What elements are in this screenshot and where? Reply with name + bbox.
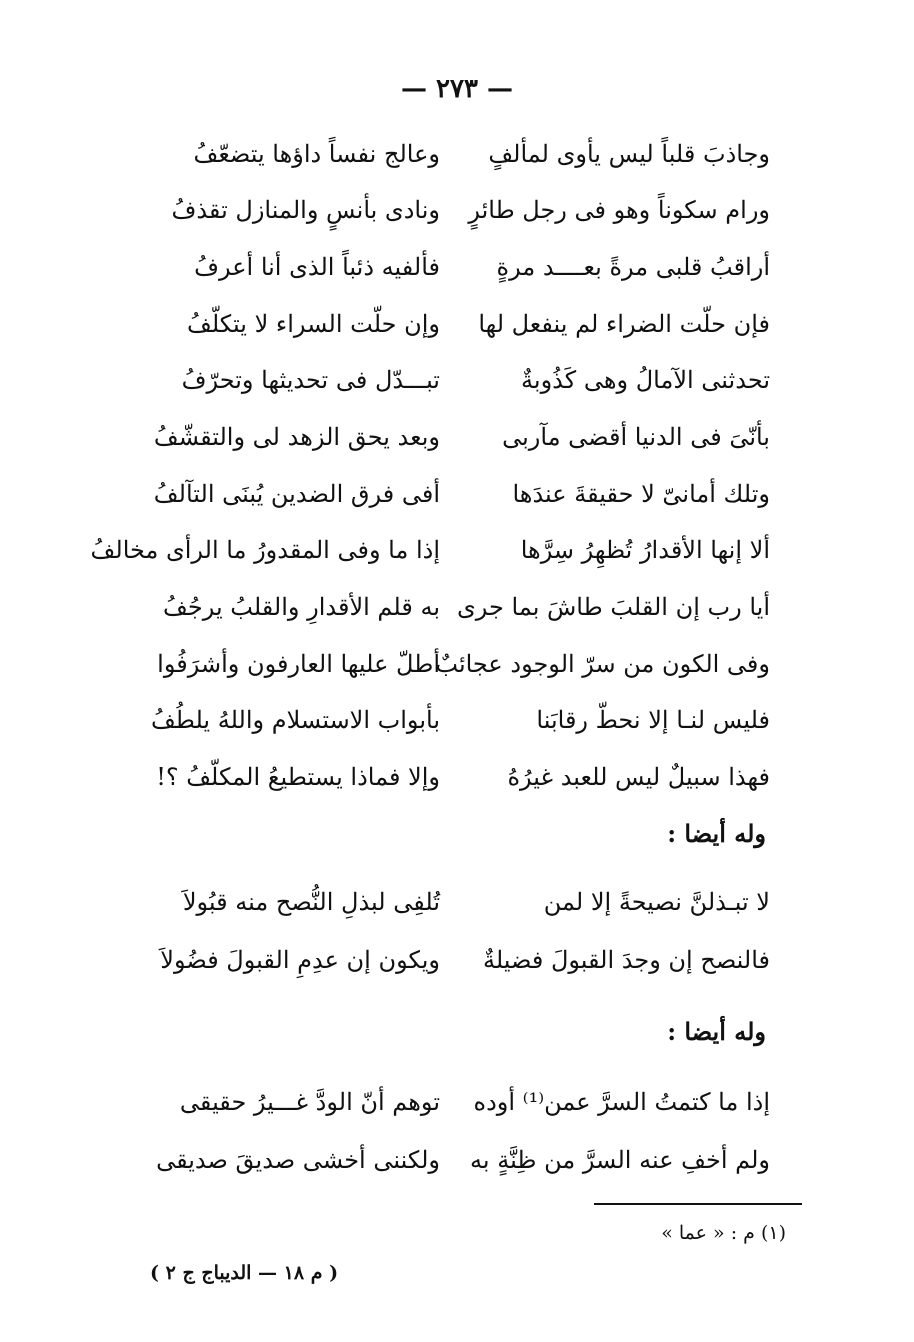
footnote-divider [594, 1203, 802, 1205]
poem-heading: وله أيضا : [667, 819, 766, 848]
first-hemistich: وفى الكون من سرّ الوجود عجائبٌ [435, 650, 770, 678]
first-hemistich: وتلك أمانىّ لا حقيقةَ عندَها [512, 480, 770, 508]
second-hemistich: به قلم الأقدارِ والقلبُ يرجُفُ [163, 593, 440, 621]
second-hemistich: أفى فرق الضدين يُبنَى التآلفُ [153, 480, 440, 508]
first-hemistich: إذا ما كتمتُ السرَّ عمن⁽¹⁾ أوده [473, 1088, 770, 1116]
verse-line [150, 755, 770, 805]
verse-line [150, 132, 770, 182]
second-hemistich: بأبواب الاستسلام واللهُ يلطُفُ [150, 706, 440, 734]
first-hemistich: فهذا سبيلٌ ليس للعبد غيرُهُ [507, 763, 770, 791]
poem-heading: وله أيضا : [667, 1017, 766, 1046]
verse-line [150, 698, 770, 748]
second-hemistich: وبعد يحق الزهد لى والتقشّفُ [153, 423, 440, 451]
second-hemistich: وإن حلّت السراء لا يتكلّفُ [187, 310, 440, 338]
verse-line [150, 585, 770, 635]
first-hemistich: ألا إنها الأقدارُ تُظهِرُ سِرَّها [520, 536, 770, 564]
first-hemistich: أراقبُ قلبى مرةً بعــــد مرةٍ [496, 253, 770, 281]
second-hemistich: أطلّ عليها العارفون وأشرَفُوا [157, 650, 440, 678]
second-hemistich: توهم أنّ الودَّ غـــيرُ حقيقى [179, 1088, 440, 1116]
verse-line [150, 415, 770, 465]
page-number: — ٢٧٣ — [400, 74, 514, 104]
verse-line [150, 1138, 770, 1188]
first-hemistich: لا تبـذلنَّ نصيحةً إلا لمن [543, 888, 770, 916]
second-hemistich: وإلا فماذا يستطيعُ المكلّفُ ؟! [156, 763, 440, 791]
second-hemistich: فألفيه ذئباً الذى أنا أعرفُ [194, 253, 440, 281]
verse-line [150, 642, 770, 692]
signature-mark: ( م ١٨ — الديباج ج ٢ ) [150, 1262, 339, 1284]
verse-line [150, 880, 770, 930]
first-hemistich: فليس لنـا إلا نحطّ رقابَنا [536, 706, 770, 734]
second-hemistich: تبـــدّل فى تحديثها وتحرّفُ [181, 366, 440, 394]
verse-line [150, 245, 770, 295]
first-hemistich: ورام سكوناً وهو فى رجل طائرٍ [468, 196, 770, 224]
first-hemistich: وجاذبَ قلباً ليس يأوى لمألفٍ [488, 140, 770, 168]
first-hemistich: أيا رب إن القلبَ طاشَ بما جرى [457, 593, 770, 621]
second-hemistich: ويكون إن عدِمِ القبولَ فضُولاَ [160, 946, 440, 974]
first-hemistich: فإن حلّت الضراء لم ينفعل لها [478, 310, 770, 338]
second-hemistich: تُلفِى لبذلِ النُّصح منه قبُولاَ [182, 888, 440, 916]
first-hemistich: ولم أخفِ عنه السرَّ من ظِنَّةٍ به [470, 1146, 770, 1174]
verse-line [150, 188, 770, 238]
footnote: (١) م : « عما » [661, 1222, 786, 1244]
verse-line [90, 528, 770, 578]
verse-line [150, 938, 770, 988]
verse-line [150, 358, 770, 408]
second-hemistich: ونادى بأنسٍ والمنازل تقذفُ [171, 196, 440, 224]
second-hemistich: إذا ما وفى المقدورُ ما الرأى مخالفُ [90, 536, 440, 564]
verse-line [150, 302, 770, 352]
verse-line [150, 1080, 770, 1130]
first-hemistich: فالنصح إن وجدَ القبولَ فضيلةٌ [482, 946, 770, 974]
first-hemistich: بأنّىَ فى الدنيا أقضى مآربى [502, 423, 770, 451]
first-hemistich: تحدثنى الآمالُ وهى كَذُوبةٌ [521, 366, 770, 394]
second-hemistich: وعالج نفساً داؤها يتضعّفُ [193, 140, 440, 168]
verse-line [150, 472, 770, 522]
second-hemistich: ولكننى أخشى صديقَ صديقى [156, 1146, 440, 1174]
